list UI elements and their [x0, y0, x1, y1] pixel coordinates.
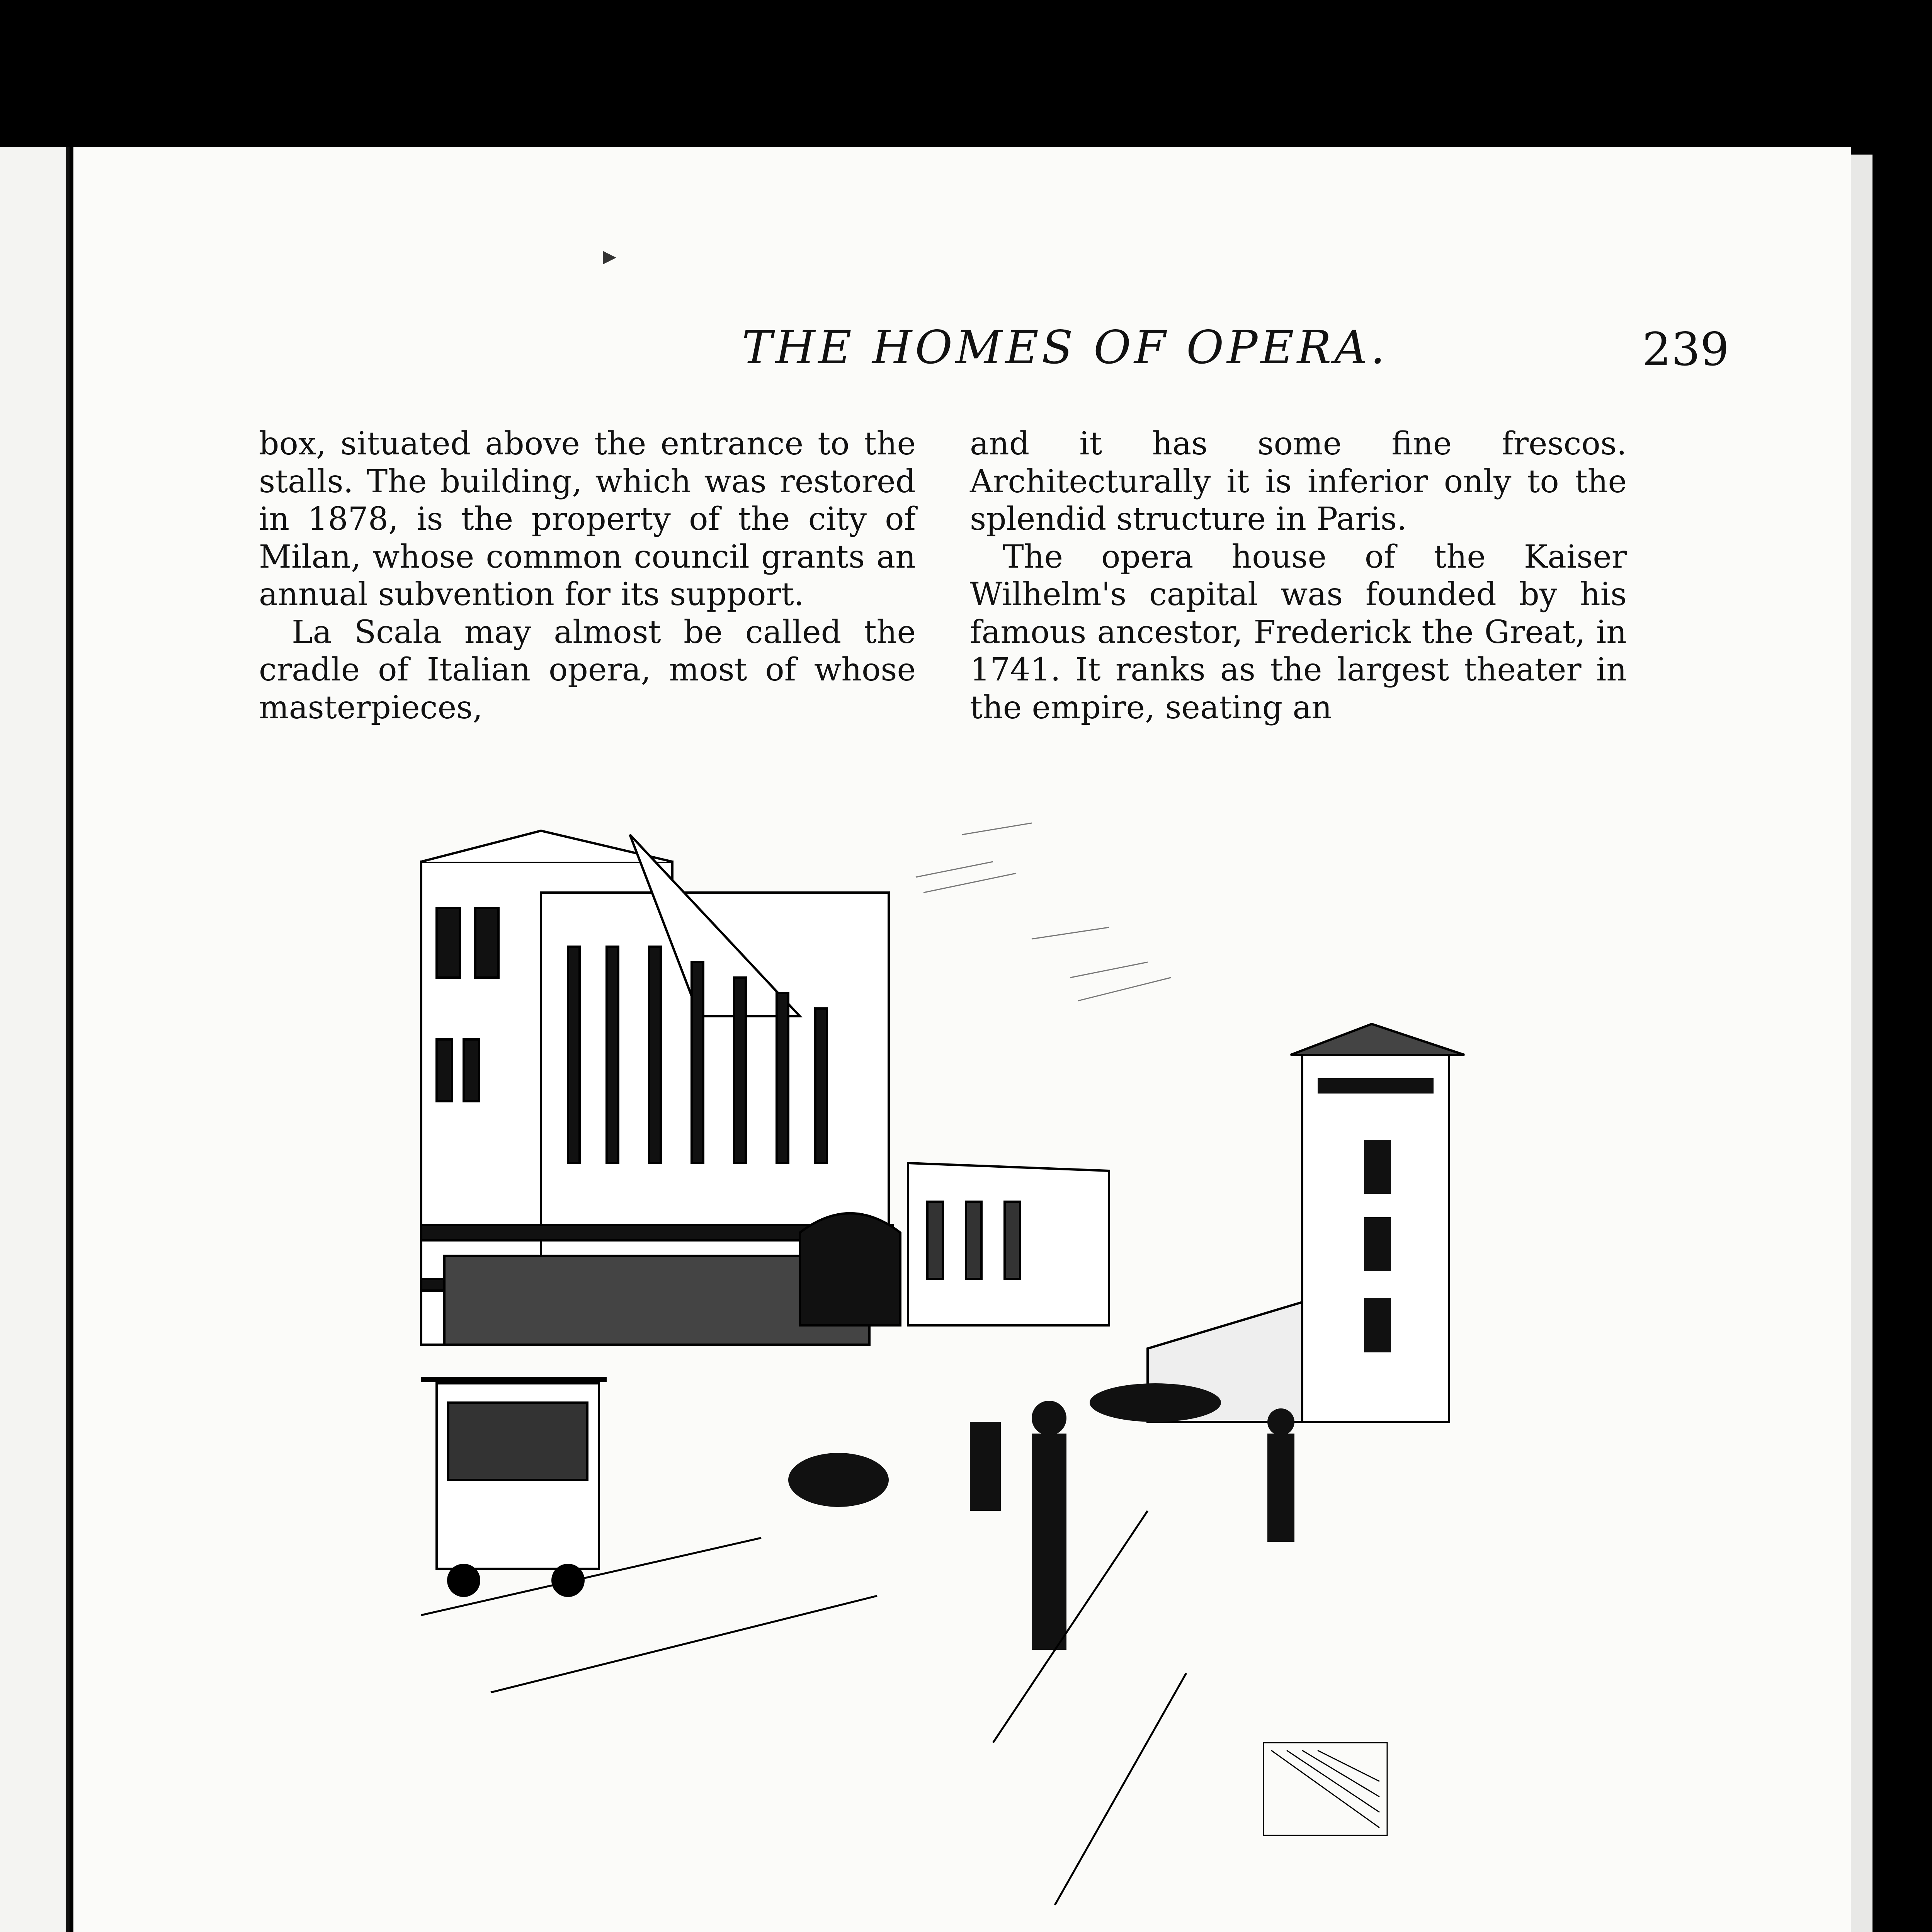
sky-hatching	[916, 823, 1171, 1001]
running-head: THE HOMES OF OPERA.	[742, 321, 1388, 374]
right-building	[1148, 1024, 1464, 1422]
top-right-column	[970, 425, 1627, 726]
paragraph: and it has some fine frescos. Architecturally it is inferior only to the splendid structure in Paris.	[970, 425, 1627, 537]
top-left-column	[259, 425, 916, 726]
book-page	[73, 147, 1851, 1932]
print-mark: ▸	[603, 240, 617, 271]
page-number: 239	[1642, 323, 1730, 376]
illustration-teatro-alla-scala	[413, 746, 1549, 1932]
paragraph: La Scala may almost be called the cradle of Italian opera, most of whose masterpieces,	[259, 614, 916, 726]
street-figures	[788, 1383, 1294, 1650]
facing-page-edge	[0, 147, 70, 1932]
theatre-building	[421, 831, 1109, 1345]
paragraph: box, situated above the entrance to the stalls. The building, which was restored in 1878, is the property of the city of Milan, whose common council grants an annual subvention for its support.	[259, 425, 916, 613]
tram	[421, 1379, 607, 1596]
paragraph: The opera house of the Kaiser Wilhelm's capital was founded by his famous ancestor, Frederick the Great, in 1741. It ranks as the largest theater in the empire, seating an	[970, 538, 1627, 726]
